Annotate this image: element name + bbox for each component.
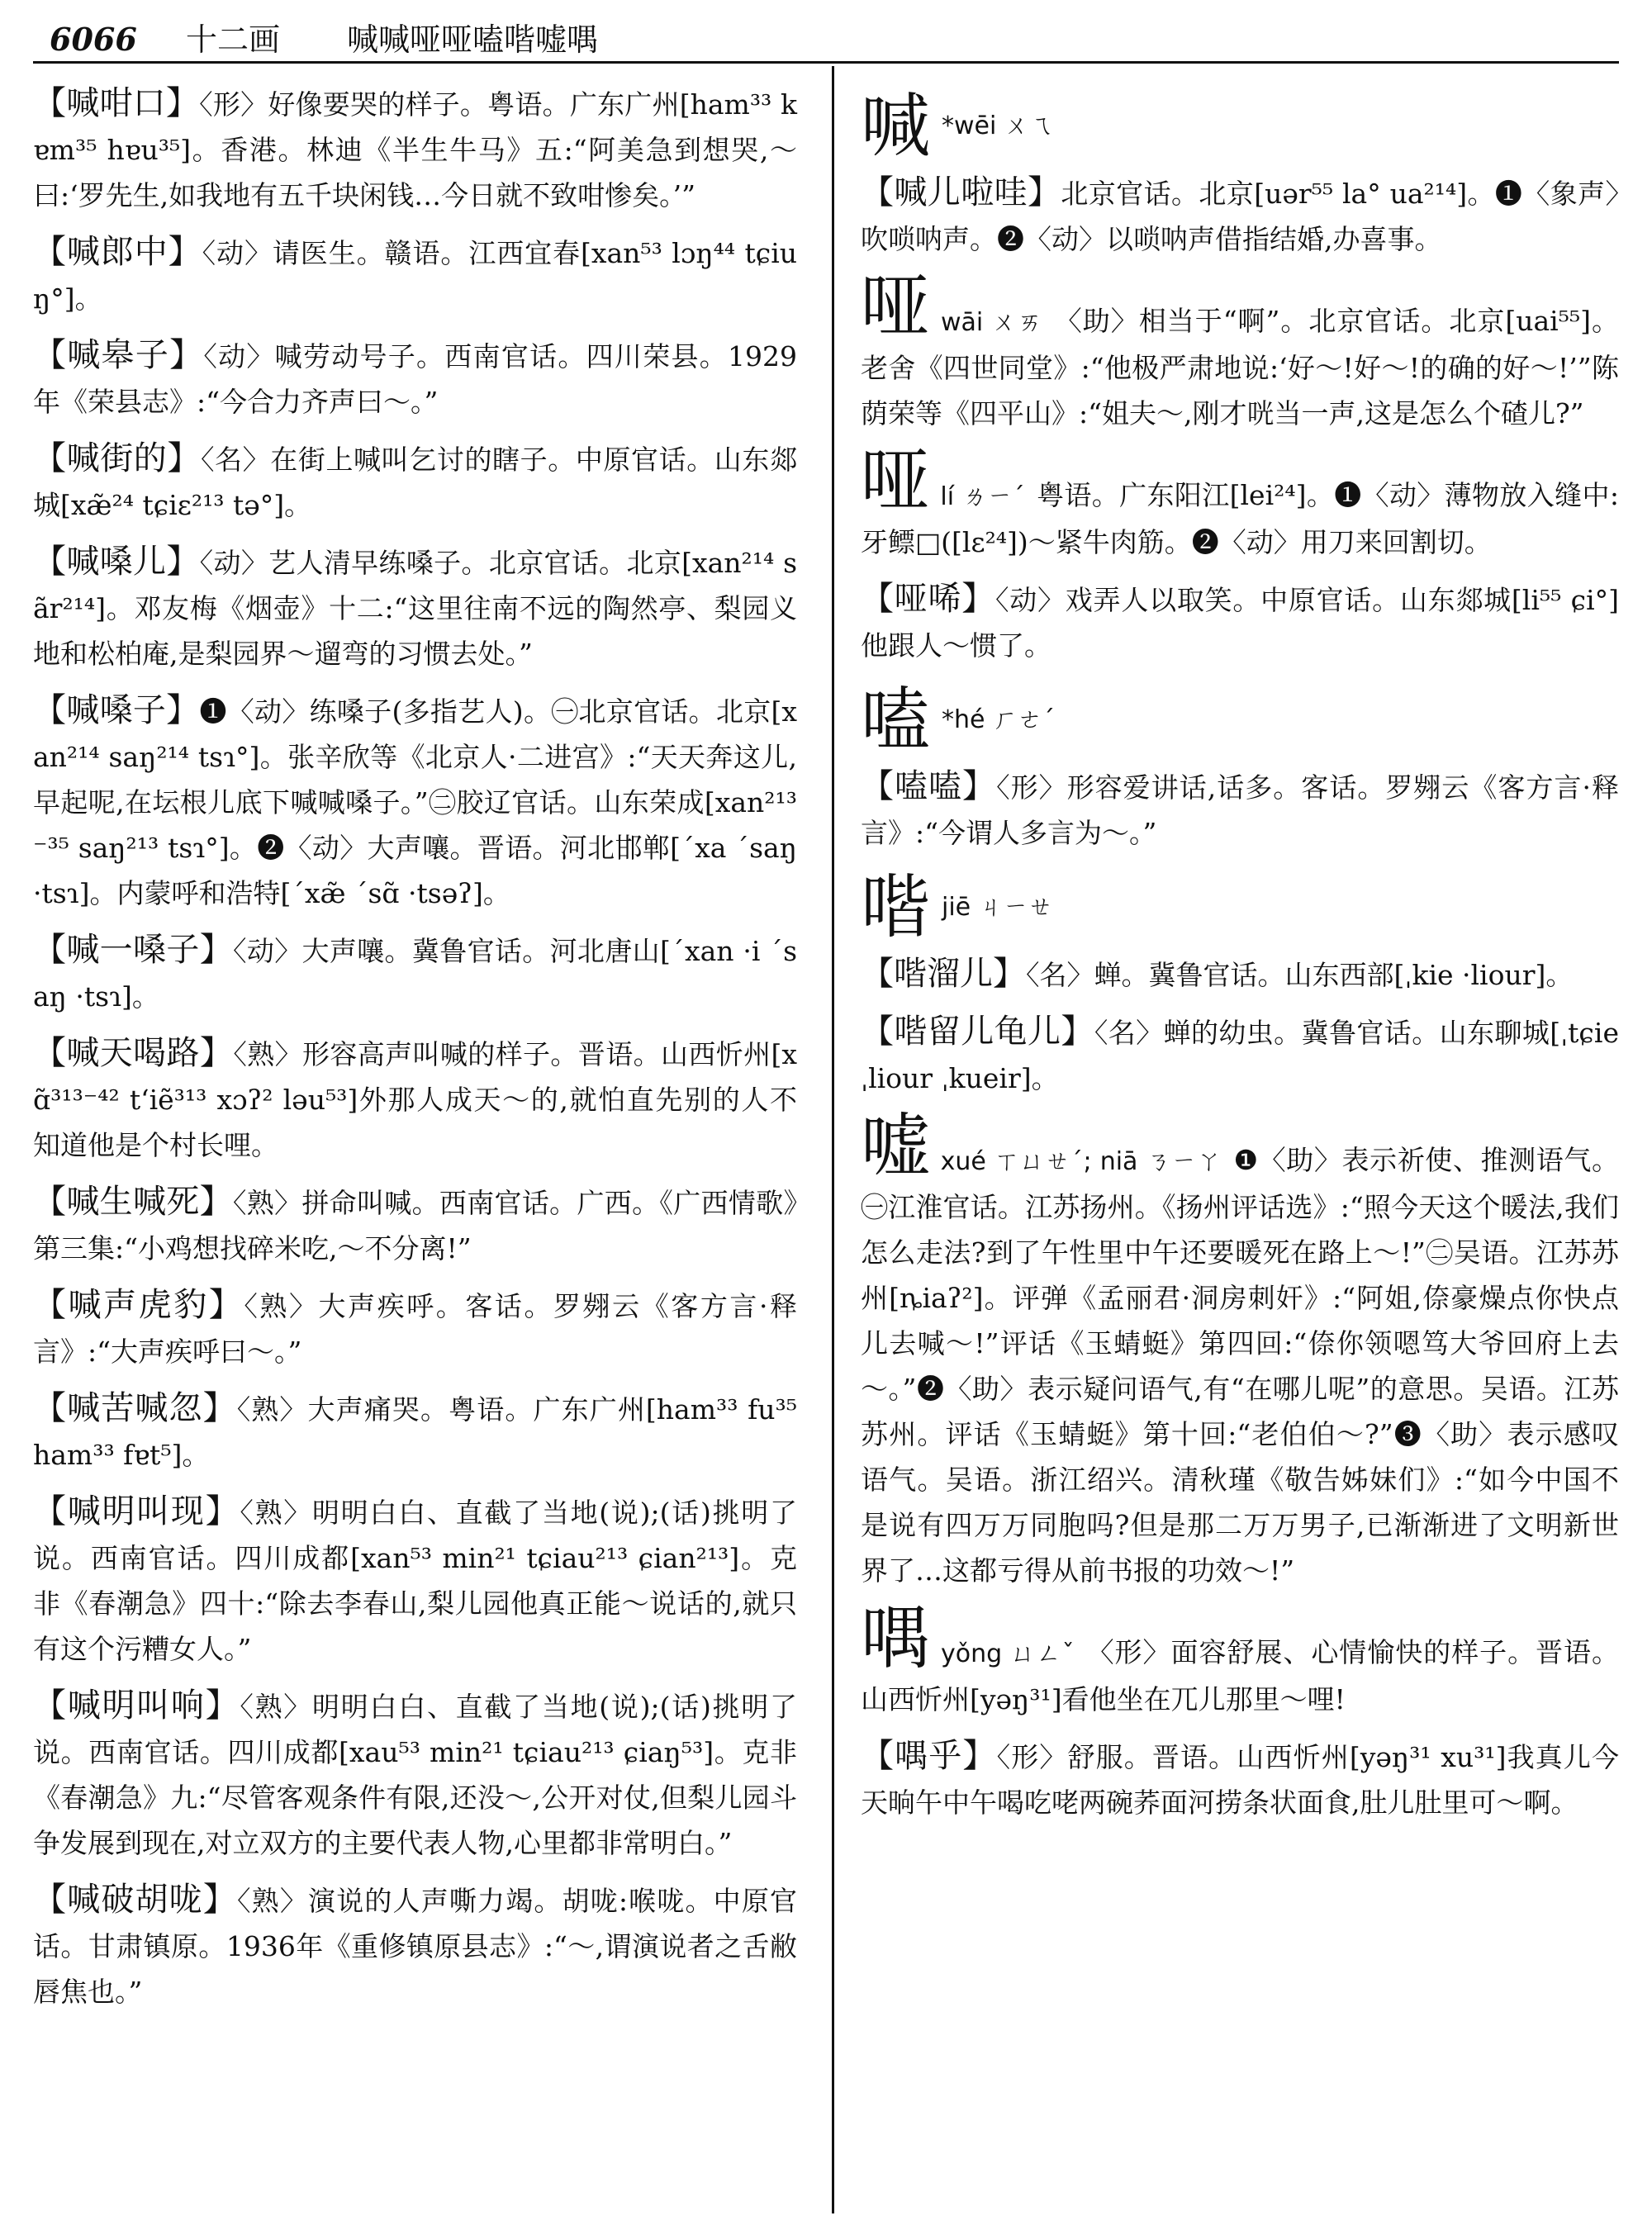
page-header	[50, 18, 1611, 61]
entry-text: 〈动〉大声嚷。冀鲁官话。河北唐山[ˊxan ·i ˊsaŋ ·tsɿ]。	[33, 935, 798, 1013]
head-pinyin: *hé ㄏㄜˊ	[942, 705, 1056, 734]
head-pinyin: yǒng ㄩㄥˇ	[940, 1639, 1075, 1668]
head-character-block	[861, 1105, 1619, 1593]
entry-headword: 【喊苦喊忽】	[33, 1389, 237, 1427]
entry	[33, 1386, 797, 1478]
header-characters: 喊喊哑哑嗑喈嘘喁	[347, 21, 599, 58]
head-pinyin: lí ㄌㄧˊ	[940, 482, 1026, 511]
entry-text: 〈动〉请医生。赣语。江西宜春[xan⁵³ lɔŋ⁴⁴ tɕiuŋ°]。	[33, 237, 797, 315]
entry-headword: 【哑唏】	[861, 580, 996, 618]
head-character-block	[861, 867, 1619, 947]
entry-headword: 【喊天喝路】	[33, 1034, 234, 1072]
entry-headword: 【喊生喊死】	[33, 1183, 233, 1221]
entry	[33, 928, 797, 1019]
entry	[33, 333, 797, 425]
entry-text: 〈形〉好像要哭的样子。粤语。广东广州[ham³³ kɐm³⁵ hɐu³⁵]。香港。林迪《半生牛马》五:“阿美急到想哭,～曰:‘罗先生,如我地有五千块闲钱…今日就不致咁惨矣。’”	[33, 88, 797, 211]
entry-text: 〈名〉蝉的幼虫。冀鲁官话。山东聊城[ˌtɕie ˌliour ˌkueir]。	[861, 1017, 1620, 1094]
entry-headword: 【喊明叫现】	[33, 1492, 240, 1530]
entry-headword: 【喈溜儿】	[861, 955, 1026, 993]
head-character-block	[861, 1597, 1619, 1722]
entry-text: 〈名〉蝉。冀鲁官话。山东西部[ˌkie ·liour]。	[1026, 959, 1574, 991]
entry-text: 〈动〉艺人清早练嗓子。北京官话。北京[xan²¹⁴ sãr²¹⁴]。邓友梅《烟壶》十二:“这里往南不远的陶然亭、梨园义地和松柏庵,是梨园界～遛弯的习惯去处。”	[33, 547, 798, 670]
entry-headword: 【喊咁口】	[33, 84, 200, 122]
entry-text: 〈熟〉大声痛哭。粤语。广东广州[ham³³ fu³⁵ ham³³ fɐt⁵]。	[33, 1393, 798, 1471]
entry	[861, 576, 1619, 668]
entry	[33, 688, 797, 916]
entry	[861, 170, 1619, 262]
entry-headword: 【喊一嗓子】	[33, 931, 234, 969]
column-divider	[832, 66, 834, 2213]
left-column	[33, 81, 797, 2026]
entry	[33, 1031, 797, 1168]
entry-text: 〈形〉舒服。晋语。山西忻州[yəŋ³¹ xu³¹]我真儿今天晌午中午喝吃咾两碗荞面河捞条状面食,肚儿肚里可～啊。	[861, 1741, 1620, 1819]
entry-text: 〈动〉戏弄人以取笑。中原官话。山东郯城[li⁵⁵ ɕi°]他跟人～惯了。	[861, 584, 1620, 662]
stroke-section: 十二画	[186, 21, 281, 58]
entry-headword: 【喊儿啦哇】	[861, 173, 1061, 211]
head-character: 喈	[861, 866, 931, 948]
entry-text: 〈熟〉明明白白、直截了当地(说);(话)挑明了说。西南官话。四川成都[xan⁵³ min²¹ tɕiau²¹³ ɕian²¹³]。克非《春潮急》四十:“除去李春山,梨儿园他真正能～说话的,就只有这个污糟女人。”	[33, 1497, 797, 1665]
entry-headword: 【喊明叫响】	[33, 1687, 240, 1725]
head-definition: ❶〈助〉表示祈使、推测语气。㊀江淮官话。江苏扬州。《扬州评话选》:“照今天这个暖法,我们怎么走法?到了午性里中午还要暖死在路上～!”㊁吴语。江苏苏州[ȵiaʔ²]。评弹《孟丽君·洞房刺奸》:“阿姐,倷豪燥点你快点儿去喊～!”评话《玉蜻蜓》第四回:“倷你领嗯笃大爷回府上去～。”❷〈助〉表示疑问语气,有“在哪儿呢”的意思。吴语。江苏苏州。评话《玉蜻蜓》第十回:“老伯伯～?”❸〈助〉表示感叹语气。吴语。浙江绍兴。清秋瑾《敬告姊妹们》:“如今中国不是说有四万万同胞吗?但是那二万万男子,已渐渐进了文明新世界了…这都亏得从前书报的功效～!”	[861, 1144, 1619, 1587]
entry-text: 〈熟〉演说的人声嘶力竭。胡咙:喉咙。中原官话。甘肃镇原。1936年《重修镇原县志》:“～,谓演说者之舌敝唇焦也。”	[33, 1885, 797, 2008]
right-column	[861, 81, 1619, 1837]
entry-headword: 【嗑嗑】	[861, 767, 997, 805]
entry	[861, 1734, 1619, 1825]
head-definition: 粤语。广东阳江[lei²⁴]。❶〈动〉薄物放入缝中:牙鳔□([lɛ²⁴])～紧牛肉筋。❷〈动〉用刀来回割切。	[861, 479, 1619, 558]
head-character: 哑	[861, 266, 931, 347]
head-character: 哑	[861, 440, 931, 521]
entry	[33, 81, 797, 218]
entry-headword: 【喊破胡咙】	[33, 1881, 238, 1919]
entry	[861, 764, 1619, 856]
head-character: 嗑	[861, 679, 931, 761]
head-pinyin: *wēi ㄨㄟ	[942, 111, 1054, 140]
entry-text: 〈熟〉形容高声叫喊的样子。晋语。山西忻州[xɑ̃³¹³⁻⁴² tʻiẽ³¹³ xɔʔ² ləu⁵³]外那人成天～的,就怕直先别的人不知道他是个村长哩。	[33, 1038, 797, 1161]
entry-text: 〈动〉喊劳动号子。西南官话。四川荣县。1929年《荣县志》:“今合力齐声曰～。”	[33, 340, 797, 418]
entry	[33, 539, 797, 676]
head-pinyin: wāi ㄨㄞ	[941, 308, 1043, 337]
entry	[33, 1283, 797, 1374]
entry-text: 〈形〉形容爱讲话,话多。客话。罗翙云《客方言·释言》:“今谓人多言为～。”	[861, 771, 1619, 849]
head-definition: 〈助〉相当于“啊”。北京官话。北京[uai⁵⁵]。老舍《四世同堂》:“他极严肃地说:‘好～!好～!的确的好～!’”陈荫荣等《四平山》:“姐夫～,刚才咣当一声,这是怎么个碴儿?”	[861, 305, 1619, 429]
entry	[33, 1683, 797, 1866]
entry-headword: 【喊声虎豹】	[33, 1286, 244, 1324]
head-character: 喁	[861, 1597, 931, 1678]
head-character-block	[861, 680, 1619, 759]
entry-text: 〈熟〉大声疾呼。客话。罗翙云《客方言·释言》:“大声疾呼曰～。”	[33, 1290, 798, 1368]
entry-text: 〈名〉在街上喊叫乞讨的瞎子。中原官话。山东郯城[xæ̃²⁴ tɕiɛ²¹³ tə°]。	[33, 444, 798, 521]
head-pinyin: jiē ㄐㄧㄝ	[942, 892, 1053, 922]
head-pinyin: xué ㄒㄩㄝˊ; niā ㄋㄧㄚ	[940, 1147, 1222, 1176]
head-character: 嘘	[861, 1105, 931, 1186]
entry-text: 〈熟〉明明白白、直截了当地(说);(话)挑明了说。西南官话。四川成都[xau⁵³ min²¹ tɕiau²¹³ ɕiaŋ⁵³]。克非《春潮急》九:“尽管客观条件有限,还没～,公开对仗,但梨儿园斗争发展到现在,对立双方的主要代表人物,心里都非常明白。”	[33, 1691, 797, 1859]
head-character-block	[861, 86, 1619, 165]
head-definition: 〈形〉面容舒展、心情愉快的样子。晋语。山西忻州[yəŋ³¹]看他坐在兀儿那里～哩!	[861, 1636, 1619, 1715]
entry-headword: 【喊嗓儿】	[33, 543, 200, 581]
entry-headword: 【喊皋子】	[33, 336, 204, 374]
head-character-block	[861, 266, 1619, 436]
entry-headword: 【喊嗓子】	[33, 691, 200, 729]
entry-headword: 【喁乎】	[861, 1737, 997, 1775]
entry-text: 北京官话。北京[uər⁵⁵ la° ua²¹⁴]。❶〈象声〉吹唢呐声。❷〈动〉以唢呐声借指结婚,办喜事。	[861, 178, 1619, 255]
head-character: 喊	[861, 85, 931, 167]
entry	[861, 1009, 1619, 1101]
page-number: 6066	[50, 21, 137, 58]
head-character-block	[861, 440, 1619, 565]
entry-headword: 【喊郎中】	[33, 233, 202, 271]
entry	[33, 1877, 797, 2014]
entry-headword: 【喈留儿龟儿】	[861, 1013, 1094, 1051]
entry	[33, 230, 797, 321]
entry	[33, 436, 797, 528]
entry	[861, 951, 1619, 998]
entry-headword: 【喊街的】	[33, 439, 201, 477]
entry-text: 〈熟〉拼命叫喊。西南官话。广西。《广西情歌》第三集:“小鸡想找碎米吃,～不分离!”	[33, 1187, 798, 1264]
header-rule	[33, 61, 1619, 64]
entry	[33, 1489, 797, 1672]
entry-text: ❶〈动〉练嗓子(多指艺人)。㊀北京官话。北京[xan²¹⁴ saŋ²¹⁴ tsɿ°]。张辛欣等《北京人·二进宫》:“天天奔这儿,早起呢,在坛根儿底下喊喊嗓子。”㊁胶辽官话。山东荣成[xan²¹³⁻³⁵ saŋ²¹³ tsɿ°]。❷〈动〉大声嚷。晋语。河北邯郸[ˊxa ˊsaŋ ·tsɿ]。内蒙呼和浩特[ˊxæ̃ ˊsɑ̃ ·tsəʔ]。	[33, 695, 798, 909]
entry	[33, 1179, 797, 1271]
